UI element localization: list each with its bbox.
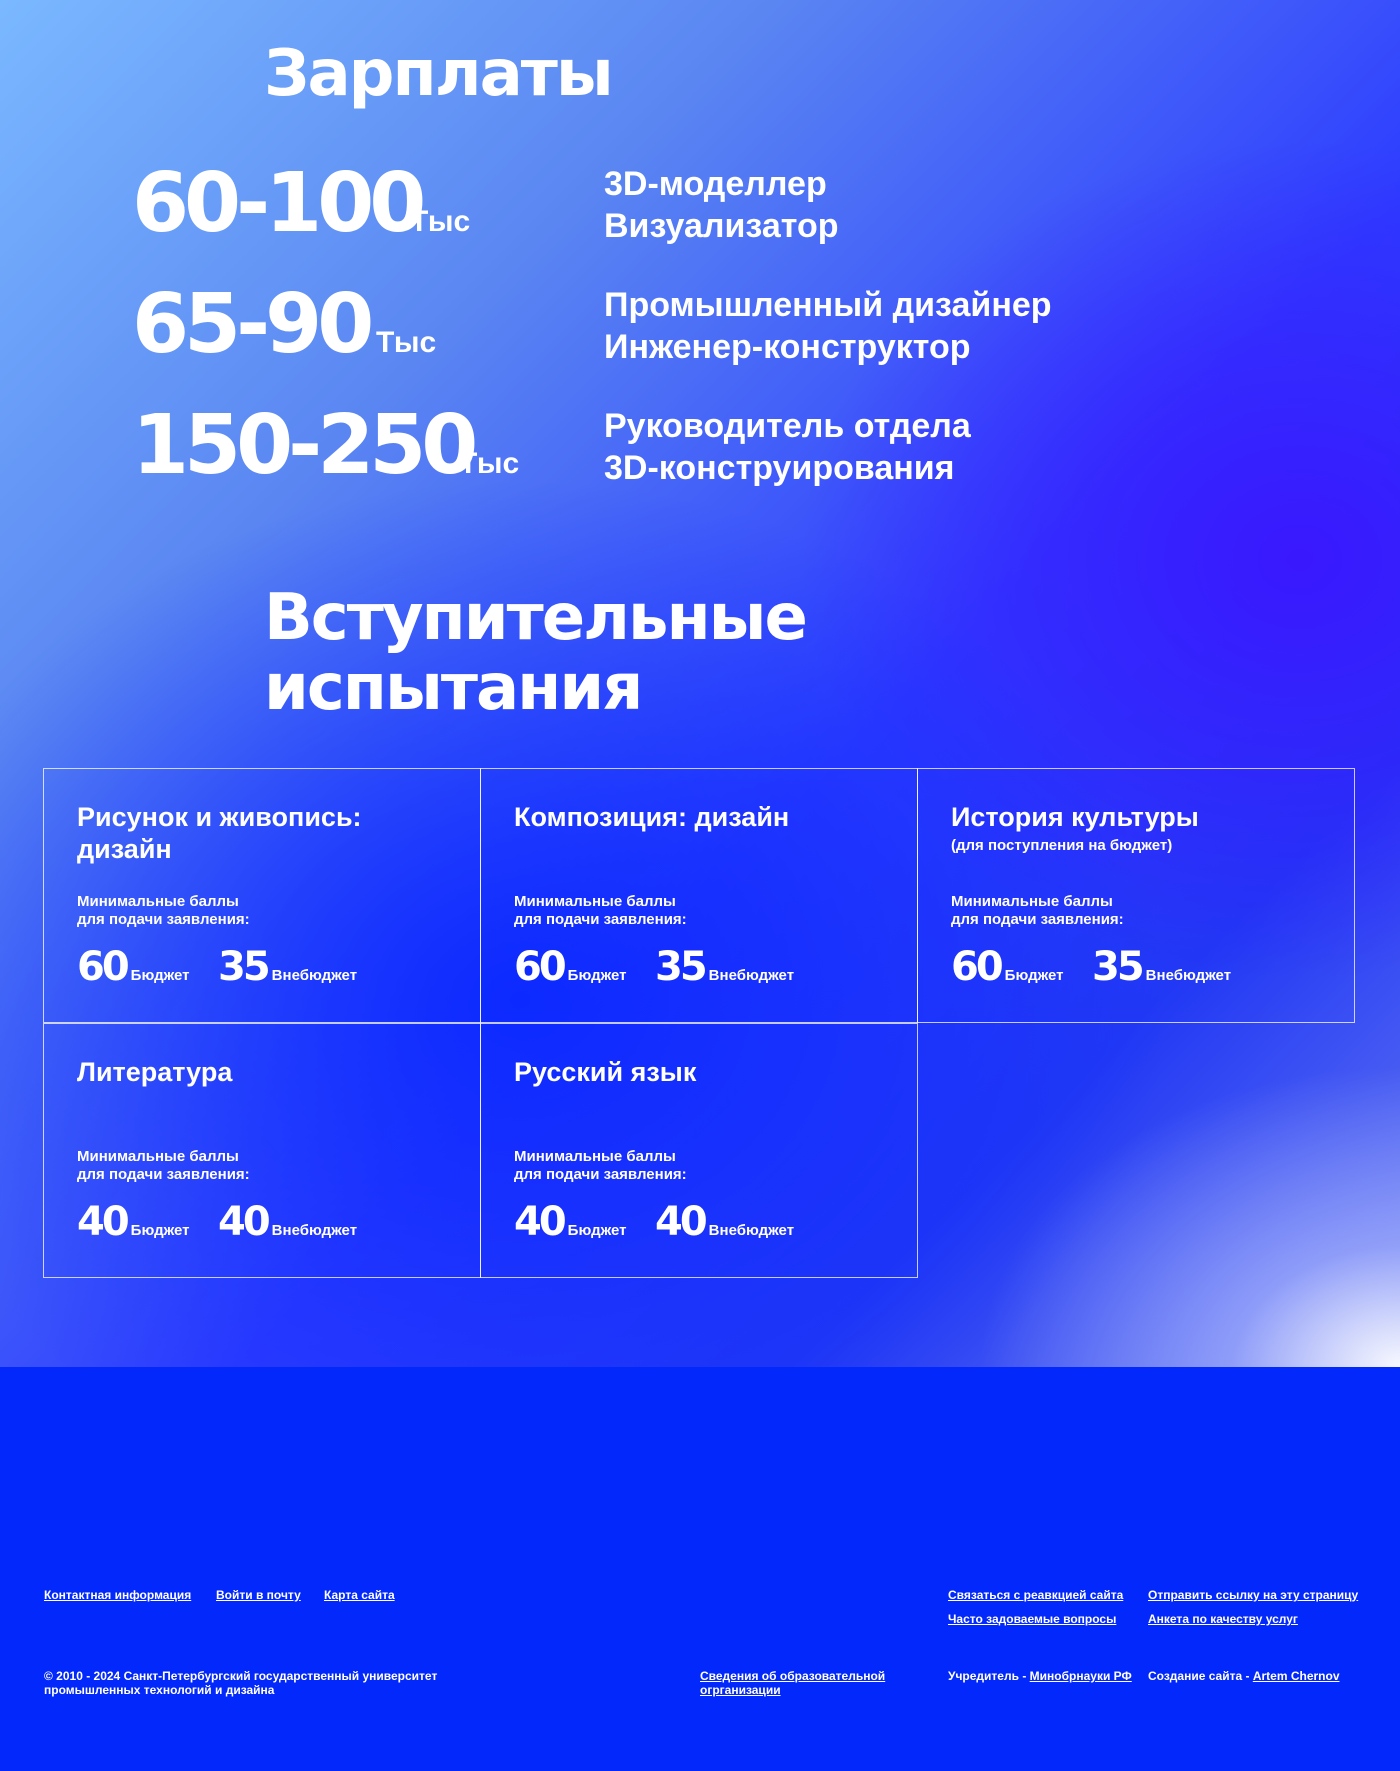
copyright-line: промышленных технологий и дизайна: [44, 1683, 275, 1697]
min-score-line: для подачи заявления:: [77, 911, 250, 928]
budget-label: Бюджет: [1004, 967, 1064, 984]
salary-range: 65-90: [132, 277, 370, 372]
paid-label: Внебюджет: [708, 967, 795, 984]
founder-label: Учредитель -: [948, 1669, 1030, 1683]
min-score-line: Минимальные баллы: [77, 893, 239, 910]
exam-card: [480, 1023, 918, 1278]
min-score-label: [77, 1148, 377, 1184]
exam-title: История культуры: [951, 802, 1199, 832]
paid-label: Внебюджет: [271, 1222, 358, 1239]
exam-title: Литература: [77, 1057, 233, 1087]
footer-link-survey[interactable]: Анкета по качеству услуг: [1148, 1612, 1298, 1626]
budget-label: Бюджет: [567, 1222, 627, 1239]
exam-card: [43, 1023, 481, 1278]
creator-label: Создание сайта -: [1148, 1669, 1253, 1683]
exam-card: [480, 768, 918, 1023]
role-label: Визуализатор: [604, 207, 839, 245]
paid-score: [655, 1199, 795, 1245]
budget-score: [951, 944, 1064, 990]
budget-score: [77, 944, 190, 990]
paid-score: [218, 944, 358, 990]
budget-score-value: 40: [77, 1199, 127, 1245]
footer-link-org-info[interactable]: [700, 1669, 885, 1697]
min-score-line: Минимальные баллы: [514, 1148, 676, 1165]
founder-link[interactable]: Минобрнауки РФ: [1029, 1669, 1132, 1683]
paid-score-value: 35: [218, 944, 268, 990]
site-creator: [1148, 1669, 1340, 1683]
salary-range: 150-250: [132, 398, 474, 493]
min-score-label: [951, 893, 1251, 929]
salary-roles: [604, 405, 971, 489]
min-score-line: Минимальные баллы: [951, 893, 1113, 910]
footer-link-share-page[interactable]: Отправить ссылку на эту страницу: [1148, 1588, 1359, 1602]
footer-link-contacts[interactable]: Контактная информация: [44, 1588, 192, 1602]
salary-unit: Тыс: [459, 447, 520, 480]
salary-unit: Тыс: [376, 326, 437, 359]
min-score-label: [514, 893, 814, 929]
role-label: Инженер-конструктор: [604, 328, 971, 366]
creator-link[interactable]: Artem Chernov: [1252, 1669, 1340, 1683]
min-score-line: Минимальные баллы: [514, 893, 676, 910]
paid-label: Внебюджет: [708, 1222, 795, 1239]
role-label: Руководитель отдела: [604, 407, 971, 445]
paid-score: [1092, 944, 1232, 990]
budget-label: Бюджет: [567, 967, 627, 984]
budget-label: Бюджет: [130, 967, 190, 984]
footer-link-contact-editors[interactable]: Связаться с реавкцией сайта: [948, 1588, 1124, 1602]
exam-title: Композиция: дизайн: [514, 802, 790, 832]
min-score-line: для подачи заявления:: [77, 1166, 250, 1183]
copyright-line: © 2010 - 2024 Санкт-Петербургский государственный университет: [44, 1669, 438, 1683]
paid-label: Внебюджет: [271, 967, 358, 984]
min-score-line: для подачи заявления:: [951, 911, 1124, 928]
exam-note: (для поступления на бюджет): [951, 837, 1173, 854]
org-info-line: огрганизации: [700, 1683, 781, 1697]
budget-score: [77, 1199, 190, 1245]
budget-label: Бюджет: [130, 1222, 190, 1239]
budget-score-value: 60: [514, 944, 564, 990]
budget-score-value: 60: [77, 944, 127, 990]
org-info-line: Сведения об образовательной: [700, 1669, 886, 1683]
paid-label: Внебюджет: [1145, 967, 1232, 984]
footer-link-faq[interactable]: Часто задоваемые вопросы: [948, 1612, 1117, 1626]
footer-link-mail[interactable]: Войти в почту: [216, 1588, 301, 1602]
salaries-title: Зарплаты: [264, 37, 612, 111]
exam-title: Рисунок и живопись: дизайн: [77, 802, 362, 864]
exams-title: [264, 583, 806, 723]
site-footer: [0, 1367, 1400, 1771]
role-label: 3D-конструирования: [604, 449, 955, 487]
exams-grid: [43, 768, 1357, 1280]
min-score-line: для подачи заявления:: [514, 911, 687, 928]
exam-title: Русский язык: [514, 1057, 697, 1087]
paid-score: [218, 1199, 358, 1245]
salary-row: [132, 156, 1132, 263]
paid-score-value: 40: [218, 1199, 268, 1245]
salary-roles: [604, 163, 838, 247]
min-score-label: [514, 1148, 814, 1184]
role-label: 3D-моделлер: [604, 165, 827, 203]
salary-row: [132, 277, 1132, 384]
paid-score-value: 35: [655, 944, 705, 990]
footer-link-sitemap[interactable]: Карта сайта: [324, 1588, 395, 1602]
salary-row: [132, 398, 1132, 505]
min-score-label: [77, 893, 377, 929]
salary-range: 60-100: [132, 156, 422, 251]
role-label: Промышленный дизайнер: [604, 286, 1052, 324]
founder: [948, 1669, 1132, 1683]
exams-title-line: испытания: [264, 651, 642, 725]
min-score-line: Минимальные баллы: [77, 1148, 239, 1165]
exam-card: [43, 768, 481, 1023]
budget-score: [514, 1199, 627, 1245]
salary-roles: [604, 284, 1052, 368]
budget-score: [514, 944, 627, 990]
paid-score-value: 35: [1092, 944, 1142, 990]
budget-score-value: 40: [514, 1199, 564, 1245]
salary-unit: Тыс: [410, 205, 471, 238]
paid-score: [655, 944, 795, 990]
min-score-line: для подачи заявления:: [514, 1166, 687, 1183]
exam-card: [917, 768, 1355, 1023]
copyright: [44, 1669, 437, 1697]
paid-score-value: 40: [655, 1199, 705, 1245]
exams-title-line: Вступительные: [264, 581, 806, 655]
budget-score-value: 60: [951, 944, 1001, 990]
